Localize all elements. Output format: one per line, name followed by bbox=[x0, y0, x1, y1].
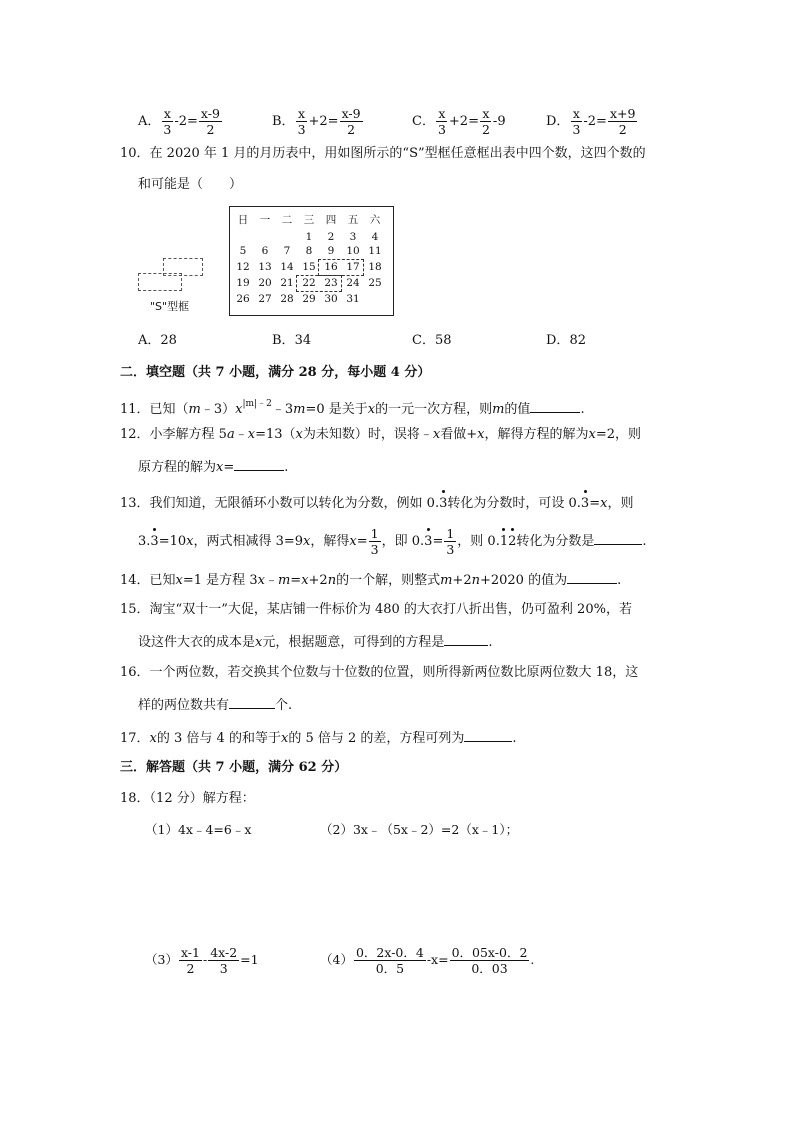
section2-title: 二．填空题（共 7 小题，满分 28 分，每小题 4 分） bbox=[120, 365, 431, 380]
calendar-header-cell: 三 bbox=[303, 214, 315, 226]
calendar-s-frame-bottom bbox=[296, 275, 342, 292]
q18-part2: （2）3x﹣（5x﹣2）=2（x﹣1）； bbox=[320, 822, 519, 837]
q10-line1: 10．在 2020 年 1 月的月历表中，用如图所示的“S”型框任意框出表中四个数，这四个数的 bbox=[120, 146, 646, 161]
calendar-day: 23 bbox=[324, 277, 338, 289]
q14-answer-blank[interactable] bbox=[567, 570, 617, 584]
calendar-day: 14 bbox=[280, 261, 294, 273]
calendar-header-cell: 日 bbox=[237, 214, 249, 226]
calendar-day: 7 bbox=[283, 245, 291, 257]
q15-answer-blank[interactable] bbox=[444, 632, 488, 646]
calendar-day: 21 bbox=[280, 277, 294, 289]
q18-title: 18．（12 分）解方程： bbox=[120, 791, 255, 806]
q18-part1: （1）4x﹣4=6﹣x bbox=[145, 822, 252, 837]
q9-option-b: B． $\frac{x}{3}$ +2= $\frac{x-9}{2}$ bbox=[272, 106, 361, 137]
calendar-day: 17 bbox=[346, 261, 360, 273]
calendar-day: 4 bbox=[371, 231, 379, 243]
calendar-day: 25 bbox=[368, 277, 382, 289]
q13-line1: 13．我们知道，无限循环小数可以转化为分数，例如 0.3转化为分数时，可设 0.3=x，则 bbox=[120, 496, 634, 511]
calendar-day: 13 bbox=[258, 261, 272, 273]
calendar-day: 16 bbox=[324, 261, 338, 273]
q18-part4: （4） $\frac{0.2x-0.4}{0.5}$ -x= $\frac{0.05x-0.2}{0.03}$ . bbox=[320, 945, 535, 976]
calendar-day: 24 bbox=[346, 277, 360, 289]
calendar-day: 10 bbox=[346, 245, 360, 257]
calendar-day: 1 bbox=[305, 231, 313, 243]
q11-answer-blank[interactable] bbox=[530, 399, 580, 413]
calendar-day: 5 bbox=[239, 245, 247, 257]
calendar-day: 29 bbox=[302, 293, 316, 305]
q10-option-c: C．58 bbox=[412, 333, 452, 348]
calendar-day: 28 bbox=[280, 293, 294, 305]
calendar-day: 11 bbox=[368, 245, 382, 257]
q12-line2: 原方程的解为x= . bbox=[138, 457, 288, 477]
calendar-day: 12 bbox=[236, 261, 250, 273]
q16-answer-blank[interactable] bbox=[229, 695, 275, 709]
calendar-header-cell: 四 bbox=[325, 214, 337, 226]
q10-line2: 和可能是（ ） bbox=[138, 177, 243, 192]
calendar-day: 22 bbox=[302, 277, 316, 289]
q9-option-d: D． $\frac{x}{3}$ -2= $\frac{x+9}{2}$ bbox=[546, 106, 636, 137]
q11: 11．已知$(m﹣3)x^{|m|﹣2}﹣3m=0$ 是关于x的一元一次方程，则m的值 . bbox=[120, 399, 585, 417]
calendar-day: 8 bbox=[305, 245, 313, 257]
q9-option-c: C． $\frac{x}{3}$ +2= $\frac{x}{2}$ -9 bbox=[412, 106, 506, 137]
q9-option-a: A． $\frac{x}{3}$ -2= $\frac{x-9}{2}$ bbox=[138, 106, 220, 137]
calendar-day: 15 bbox=[302, 261, 316, 273]
calendar-day: 6 bbox=[261, 245, 269, 257]
calendar-header-cell: 五 bbox=[347, 214, 359, 226]
calendar-s-frame-top bbox=[318, 259, 364, 276]
calendar-day: 9 bbox=[327, 245, 335, 257]
calendar-day: 18 bbox=[368, 261, 382, 273]
q13-answer-blank[interactable] bbox=[594, 531, 642, 545]
calendar-header-cell: 二 bbox=[281, 214, 293, 226]
calendar-day: 20 bbox=[258, 277, 272, 289]
q14: 14．已知x=1 是方程 3x﹣m=x+2n的一个解，则整式m+2n+2020 的值为 . bbox=[120, 570, 621, 590]
q17-answer-blank[interactable] bbox=[464, 728, 512, 742]
calendar-day: 27 bbox=[258, 293, 272, 305]
q15-line2: 设这件大衣的成本是x元，根据题意，可得到的方程是 . bbox=[138, 632, 493, 652]
q16-line1: 16．一个两位数，若交换其个位数与十位数的位置，则所得新两位数比原两位数大 18，这 bbox=[120, 665, 639, 680]
calendar-table bbox=[229, 206, 394, 316]
q17: 17．x的 3 倍与 4 的和等于x的 5 倍与 2 的差，方程可列为 . bbox=[120, 728, 517, 748]
section3-title: 三．解答题（共 7 小题，满分 62 分） bbox=[120, 760, 348, 775]
calendar-header-cell: 六 bbox=[369, 214, 381, 226]
q12-line1: 12．小李解方程 5a﹣x=13（x为未知数）时，误将﹣x看做+x，解得方程的解为x=2，则 bbox=[120, 427, 641, 442]
calendar-day: 31 bbox=[346, 293, 360, 305]
calendar-day: 26 bbox=[236, 293, 250, 305]
s-frame-label: "S"型框 bbox=[150, 300, 190, 313]
q18-part3: （3） $\frac{x-1}{2}$ - $\frac{4x-2}{3}$ =1 bbox=[145, 945, 259, 976]
calendar-day: 2 bbox=[327, 231, 335, 243]
q16-line2: 样的两位数共有 个. bbox=[138, 695, 292, 715]
calendar-day: 19 bbox=[236, 277, 250, 289]
calendar-day: 30 bbox=[324, 293, 338, 305]
q13-line2: 3.3=10x，两式相减得 3=9x，解得x= $\frac{1}{3}$ ，即 0.3= $\frac{1}{3}$ ，则 0.12转化为分数是 . bbox=[138, 526, 647, 557]
q15-line1: 15．淘宝“双十一”大促，某店铺一件标价为 480 的大衣打八折出售，仍可盈利 20%，若 bbox=[120, 602, 632, 617]
q12-answer-blank[interactable] bbox=[234, 457, 284, 471]
q10-option-d: D．82 bbox=[546, 333, 586, 348]
calendar-day: 3 bbox=[349, 231, 357, 243]
calendar-header-cell: 一 bbox=[259, 214, 271, 226]
q10-option-a: A．28 bbox=[138, 333, 177, 348]
q10-option-b: B．34 bbox=[272, 333, 312, 348]
